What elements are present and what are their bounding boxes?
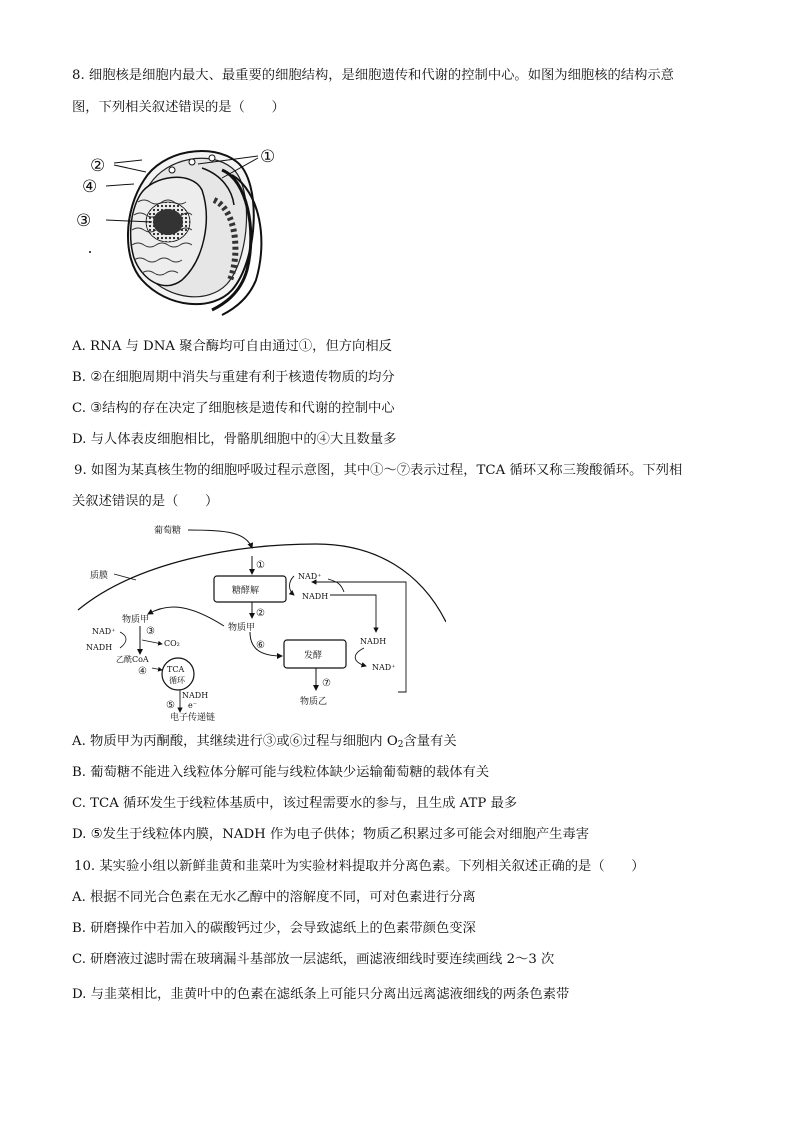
- q8-stem-line1: 8. 细胞核是细胞内最大、最重要的细胞结构，是细胞遗传和代谢的控制中心。如图为细胞核的结构示意: [72, 68, 674, 83]
- q9-stem-line1: 9. 如图为某真核生物的细胞呼吸过程示意图，其中①～⑦表示过程，TCA 循环又称三羧酸循环。下列相: [74, 463, 683, 478]
- process-6-label: ⑥: [256, 640, 265, 651]
- q8-option-b: B. ②在细胞周期中消失与重建有利于核遗传物质的均分: [72, 370, 395, 385]
- q9-option-c: C. TCA 循环发生于线粒体基质中，该过程需要水的参与，且生成 ATP 最多: [72, 796, 518, 811]
- q10-option-b: B. 研磨操作中若加入的碳酸钙过少，会导致滤纸上的色素带颜色变深: [72, 921, 476, 936]
- process-2-label: ②: [256, 608, 265, 619]
- nadh-right-label: NADH: [360, 637, 387, 646]
- nucleus-label-4: ④: [82, 177, 98, 197]
- etc-label: 电子传递链: [170, 713, 216, 722]
- process-3-label: ③: [146, 626, 155, 637]
- q8-stem-line2: 图，下列相关叙述错误的是（ ）: [72, 100, 285, 115]
- substance-b-label: 物质乙: [300, 697, 328, 707]
- q10-option-c: C. 研磨液过滤时需在玻璃漏斗基部放一层滤纸，画滤液细线时要连续画线 2～3 次: [72, 952, 555, 967]
- nad-right-label: NAD⁺: [372, 663, 396, 672]
- co2-label: CO₂: [164, 639, 180, 648]
- q10-stem: 10. 某实验小组以新鲜韭黄和韭菜叶为实验材料提取并分离色素。下列相关叙述正确的是（ ）: [74, 859, 645, 874]
- q8-option-a: A. RNA 与 DNA 聚合酶均可自由通过①，但方向相反: [72, 339, 392, 354]
- substance-a-left-label: 物质甲: [122, 615, 150, 625]
- q8-option-d: D. 与人体表皮细胞相比，骨骼肌细胞中的④大且数量多: [72, 432, 397, 447]
- fermentation-label: 发酵: [304, 651, 323, 661]
- cycle-label: 循环: [169, 676, 185, 685]
- process-5-label: ⑤: [166, 700, 175, 711]
- nucleus-label-2: ②: [90, 156, 106, 176]
- process-4-label: ④: [138, 666, 147, 677]
- nad-left-label: NAD⁺: [92, 627, 116, 636]
- q9-option-b: B. 葡萄糖不能进入线粒体分解可能与线粒体缺少运输葡萄糖的载体有关: [72, 765, 490, 780]
- q9-stem-line2: 关叙述错误的是（ ）: [72, 494, 219, 509]
- q10-option-d: D. 与韭菜相比，韭黄叶中的色素在滤纸条上可能只分离出远离滤液细线的两条色素带: [72, 987, 570, 1002]
- nucleus-label-3: ③: [76, 211, 92, 231]
- membrane-label: 质膜: [90, 571, 109, 581]
- nad-top-label: NAD⁺: [298, 572, 322, 581]
- electron-label: e⁻: [188, 701, 197, 710]
- q9-option-a-post: 含量有关: [403, 734, 457, 749]
- q10-option-a: A. 根据不同光合色素在无水乙醇中的溶解度不同，可对色素进行分离: [72, 890, 476, 905]
- substance-a-mid-label: 物质甲: [228, 623, 256, 633]
- q9-option-a: [72, 733, 457, 751]
- nucleus-structure-figure: [72, 140, 294, 318]
- q9-option-d: D. ⑤发生于线粒体内膜，NADH 作为电子供体；物质乙积累过多可能会对细胞产生毒害: [72, 827, 590, 842]
- tca-label: TCA: [167, 665, 185, 674]
- process-1-label: ①: [256, 560, 265, 571]
- q9-option-a-pre: A. 物质甲为丙酮酸，其继续进行③或⑥过程与细胞内 O: [72, 734, 398, 749]
- nadh-left-label: NADH: [86, 643, 113, 652]
- glucose-label: 葡萄糖: [154, 526, 182, 536]
- q8-option-c: C. ③结构的存在决定了细胞核是遗传和代谢的控制中心: [72, 401, 395, 416]
- q9-option-a-sub: 2: [397, 740, 404, 750]
- process-7-label: ⑦: [322, 678, 331, 689]
- glycolysis-label: 糖酵解: [232, 586, 260, 596]
- nadh-bottom-label: NADH: [182, 691, 209, 700]
- cell-respiration-figure: [76, 522, 446, 722]
- nucleus-label-1: ①: [260, 147, 276, 167]
- acetyl-coa-label: 乙酰CoA: [116, 655, 149, 664]
- nadh-top-label: NADH: [302, 592, 329, 601]
